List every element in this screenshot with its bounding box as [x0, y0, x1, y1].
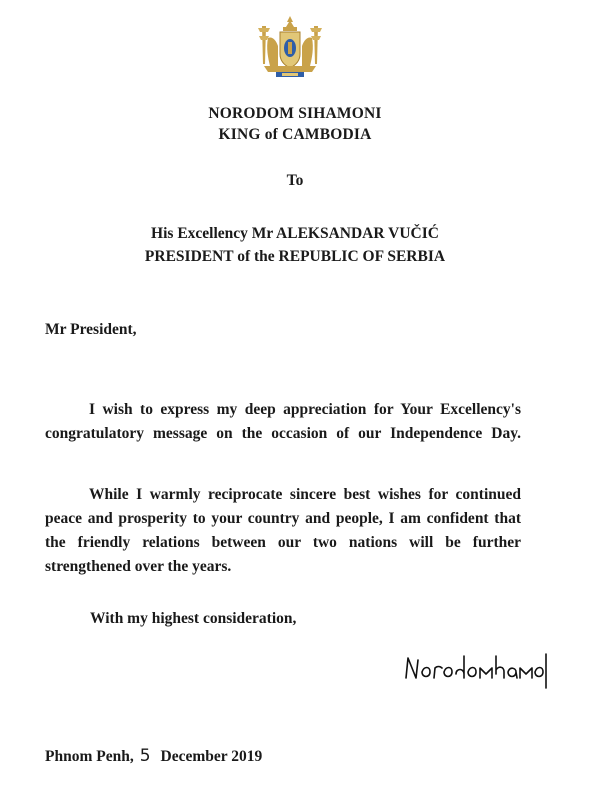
sender-block [0, 103, 590, 145]
salutation: Mr President, [45, 321, 137, 338]
recipient-name: His Excellency Mr ALEKSANDAR VUČIĆ [151, 225, 439, 242]
body-paragraph [45, 483, 521, 579]
paragraph-line: I wish to express my deep appreciation for Your Excellency's [89, 401, 521, 418]
signature [402, 648, 550, 690]
recipient-title: PRESIDENT of the REPUBLIC OF SERBIA [144, 248, 446, 265]
body-paragraph [45, 398, 521, 446]
sender-name: NORODOM SIHAMONI [208, 105, 382, 122]
place: Phnom Penh, [45, 748, 134, 765]
paragraph-line: strengthened over the years. [45, 558, 232, 575]
paragraph-line: the friendly relations between our two nations will be further [45, 534, 521, 551]
sender-title: KING of CAMBODIA [218, 126, 372, 143]
place-date [45, 746, 262, 766]
paragraph-line: peace and prosperity to your country and people, I am confident that [45, 510, 521, 527]
to-label: To [286, 172, 304, 189]
month-year: December 2019 [160, 748, 263, 765]
recipient-block [0, 222, 590, 268]
paragraph-line: While I warmly reciprocate sincere best wishes for continued [89, 486, 521, 503]
royal-arms-of-cambodia-icon [252, 14, 328, 82]
closing-line: With my highest consideration, [90, 610, 297, 627]
paragraph-line: congratulatory message on the occasion of our Independence Day. [45, 425, 521, 442]
day-handwritten: 5 [139, 746, 151, 766]
